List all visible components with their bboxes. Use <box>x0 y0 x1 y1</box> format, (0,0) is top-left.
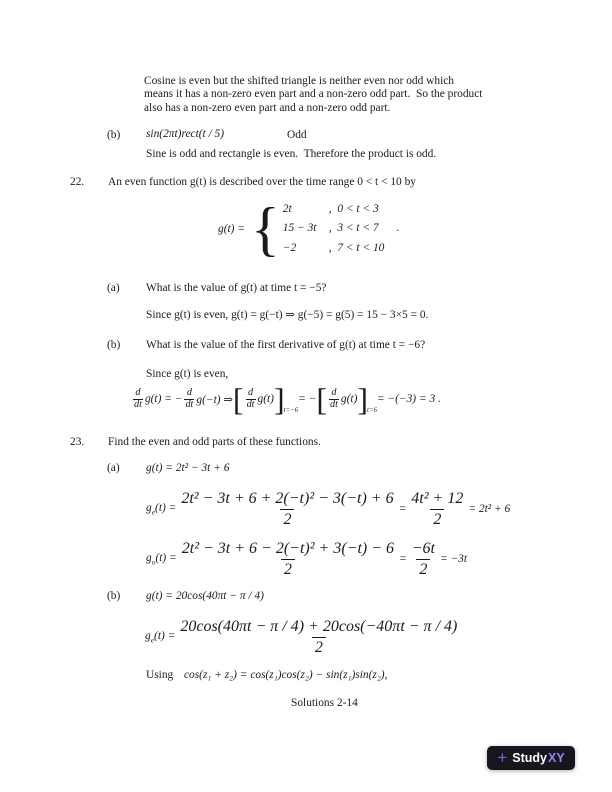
ddt-fraction <box>329 388 339 410</box>
piecewise-row <box>283 219 385 238</box>
studyxy-logo[interactable] <box>487 746 575 770</box>
piecewise-expr: 15 − 3t <box>282 222 317 235</box>
frac-numerator: 2t² − 3t + 6 − 2(−t)² + 3(−t) − 6 <box>181 539 395 557</box>
even-subscript: e <box>150 635 155 645</box>
odd-part-lhs <box>146 552 177 566</box>
frac-numerator: d <box>248 386 254 398</box>
even-part-lhs <box>145 630 175 644</box>
frac-denominator: dt <box>246 398 255 410</box>
function-base: g <box>145 629 151 642</box>
fraction <box>179 539 397 580</box>
p23a-even-equation <box>146 489 510 529</box>
p23b-label: (b) <box>107 590 121 602</box>
p22b-question: What is the value of the first derivative of g(t) at time t = −6? <box>146 339 426 351</box>
frac-denominator: 2 <box>312 637 326 658</box>
plus-icon: + <box>497 748 508 767</box>
piecewise-rows <box>283 200 385 258</box>
fraction <box>409 539 438 580</box>
logo-text-xy: XY <box>547 751 565 765</box>
p23a-given: g(t) = 2t² − 3t + 6 <box>146 462 230 474</box>
even-result: = 2t² + 6 <box>468 503 511 515</box>
piecewise-period: . <box>396 222 400 235</box>
even-subscript: e <box>151 507 156 517</box>
p22a-label: (a) <box>107 282 120 294</box>
problem-22-prompt: An even function g(t) is described over the time range 0 < t < 10 by <box>108 176 416 188</box>
deriv-gt: g(t) <box>257 393 274 405</box>
intro-paragraph-line: means it has a non-zero even part and a non-zero odd part. So the product <box>144 88 483 101</box>
piecewise-cond: , 3 < t < 7 <box>328 222 379 235</box>
deriv-seg1: g(t) = − <box>144 393 183 405</box>
left-bracket: [ <box>316 381 327 417</box>
fraction <box>178 489 396 530</box>
evaluation-subscript: t=−6 <box>283 407 299 414</box>
intro-paragraph-line: Cosine is even but the shifted triangle is neither even nor odd which <box>144 75 455 87</box>
frac-numerator: 2t² − 3t + 6 + 2(−t)² − 3(−t) + 6 <box>181 489 394 507</box>
piecewise-cond: , 0 < t < 3 <box>328 203 379 216</box>
piecewise-cond: , 7 < t < 10 <box>328 241 385 254</box>
frac-denominator: dt <box>185 398 194 410</box>
lhs-rest: (t) = <box>155 551 177 564</box>
odd-subscript: o <box>151 557 156 567</box>
lhs-rest: (t) = <box>154 629 176 642</box>
p23a-label: (a) <box>107 462 120 474</box>
piecewise-expr: 2t <box>282 203 292 216</box>
right-bracket: ] <box>357 381 369 417</box>
problem-23-prompt: Find the even and odd parts of these functions. <box>108 436 321 448</box>
frac-numerator: −6t <box>411 539 435 557</box>
p22b-label: (b) <box>107 339 121 351</box>
frac-numerator: d <box>331 386 337 398</box>
using-formula: cos(z₁ + z₂) = cos(z₁)cos(z₂) − sin(z₁)sin(z₂), <box>184 669 388 681</box>
frac-denominator: 2 <box>281 559 295 580</box>
frac-denominator: dt <box>329 398 338 410</box>
piecewise-row <box>283 200 385 219</box>
intro-item-parity: Odd <box>287 129 307 141</box>
equals-sign: = <box>399 553 407 565</box>
intro-item-label: (b) <box>107 129 121 141</box>
deriv-eq: = − <box>298 393 317 405</box>
frac-numerator: 20cos(40πt − π / 4) + 20cos(−40πt − π / 4) <box>180 617 458 635</box>
p23b-even-equation <box>145 617 462 657</box>
ddt-fraction <box>246 388 256 410</box>
frac-numerator: 4t² + 12 <box>411 489 464 507</box>
frac-denominator: 2 <box>416 559 430 580</box>
frac-numerator: d <box>135 386 141 398</box>
logo-text-study: Study <box>512 751 547 765</box>
p22a-question: What is the value of g(t) at time t = −5? <box>146 282 327 294</box>
evaluation-subscript: t=6 <box>367 407 377 414</box>
piecewise-definition <box>218 196 400 262</box>
left-bracket: [ <box>232 381 244 417</box>
function-base: g <box>146 501 152 514</box>
frac-numerator: d <box>186 386 192 398</box>
deriv-seg2: g(−t) ⇒ <box>196 394 233 406</box>
problem-23-number: 23. <box>70 436 85 448</box>
p22b-since: Since g(t) is even, <box>146 368 229 380</box>
right-bracket: ] <box>273 381 285 417</box>
ddt-fraction <box>133 388 143 410</box>
fraction <box>408 489 466 530</box>
ddt-fraction <box>184 388 194 410</box>
problem-22-number: 22. <box>70 176 85 188</box>
equals-sign: = <box>398 503 407 515</box>
p22b-derivative-equation <box>131 381 441 417</box>
piecewise-expr: −2 <box>282 241 297 254</box>
piecewise-row <box>283 239 385 258</box>
lhs-rest: (t) = <box>155 501 177 514</box>
intro-paragraph-line: also has a non-zero even part and a non-zero odd part. <box>144 101 391 114</box>
using-label: Using <box>146 669 174 681</box>
p23a-odd-equation <box>146 539 467 579</box>
p23b-given: g(t) = 20cos(40πt − π / 4) <box>146 590 264 602</box>
intro-paragraph <box>144 75 482 115</box>
deriv-gt: g(t) <box>340 393 358 405</box>
frac-denominator: 2 <box>430 509 444 530</box>
page-footer: Solutions 2-14 <box>291 697 358 709</box>
piecewise-brace: { <box>250 196 280 262</box>
fraction <box>177 617 460 658</box>
piecewise-lhs: g(t) = <box>218 223 245 235</box>
frac-denominator: 2 <box>280 509 294 530</box>
deriv-tail: = −(−3) = 3 . <box>376 393 441 405</box>
intro-item-formula: sin(2πt)rect(t / 5) <box>146 128 225 140</box>
odd-result: = −3t <box>439 553 468 565</box>
even-part-lhs <box>146 502 176 516</box>
function-base: g <box>146 551 152 564</box>
intro-item-note: Sine is odd and rectangle is even. Therefore the product is odd. <box>146 148 437 160</box>
frac-denominator: dt <box>134 398 142 410</box>
p22a-solution: Since g(t) is even, g(t) = g(−t) ⇒ g(−5) = g(5) = 15 − 3×5 = 0. <box>146 309 429 321</box>
